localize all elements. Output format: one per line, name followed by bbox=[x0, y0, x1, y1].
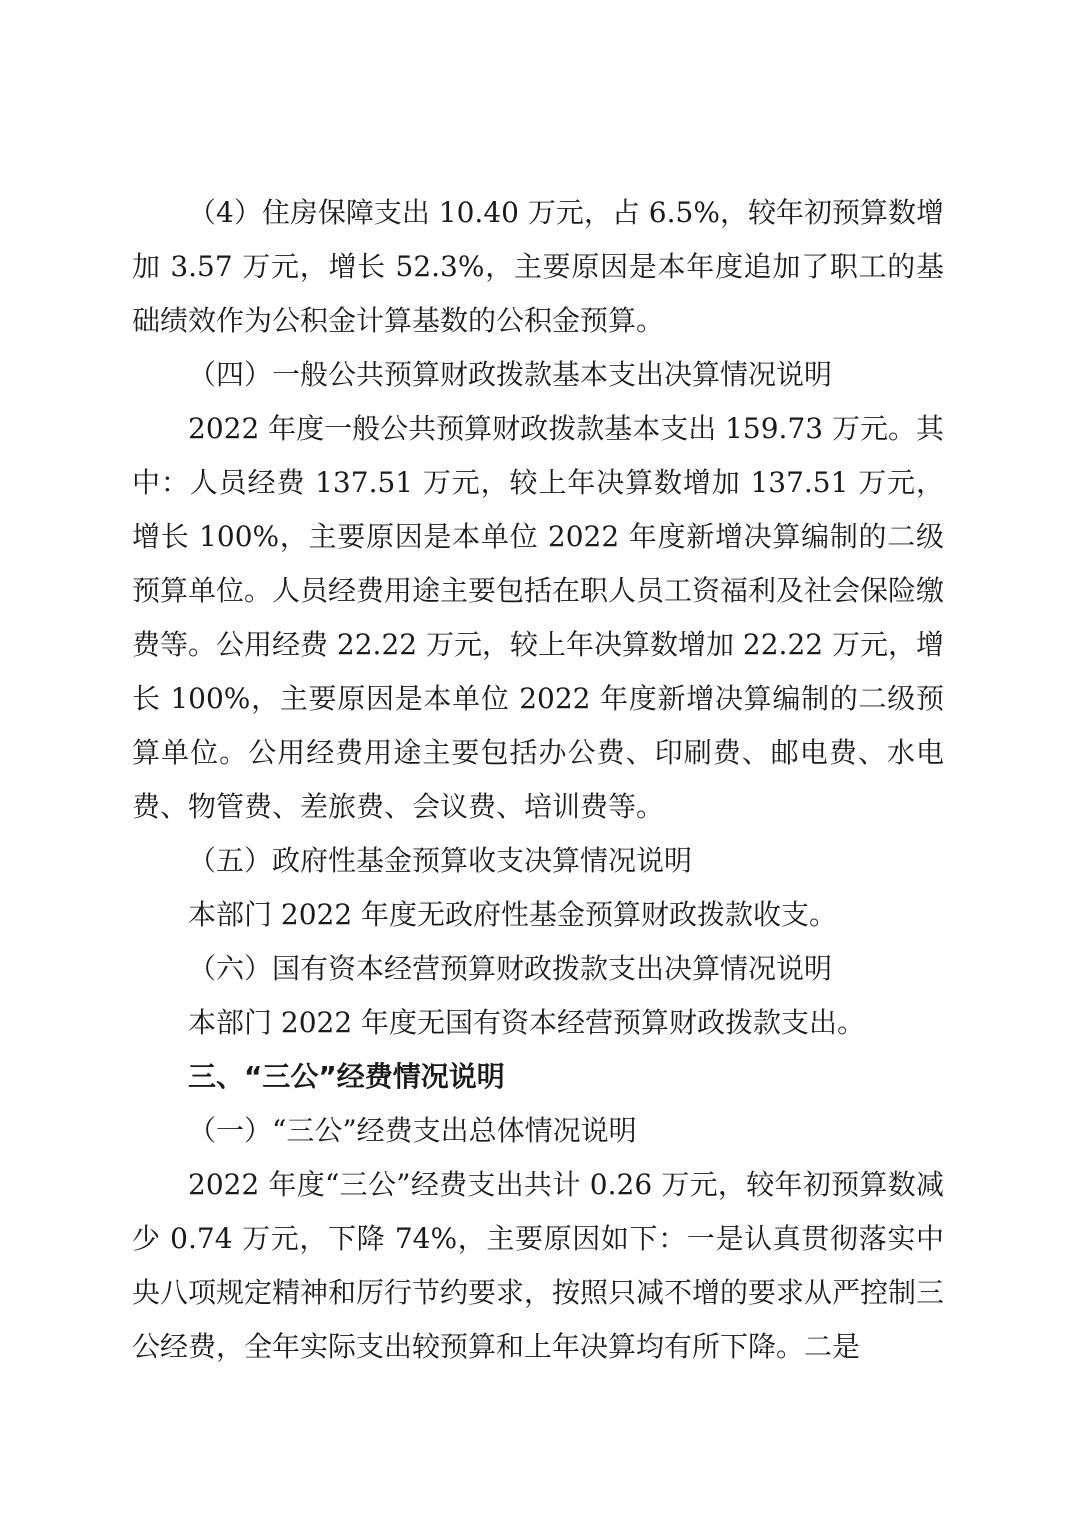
subheading-state-capital: （六）国有资本经营预算财政拨款支出决算情况说明 bbox=[188, 952, 833, 985]
subheading-basic-expenditure: （四）一般公共预算财政拨款基本支出决算情况说明 bbox=[188, 358, 833, 391]
section-heading-three-public: 三、“三公”经费情况说明 bbox=[188, 1060, 505, 1093]
subheading-three-public-overview: （一）“三公”经费支出总体情况说明 bbox=[188, 1114, 637, 1147]
paragraph-government-fund: 本部门 2022 年度无政府性基金预算财政拨款收支。 bbox=[188, 898, 838, 931]
paragraph-three-public-overview: 2022 年度“三公”经费支出共计 0.26 万元，较年初预算数减少 0.74 万元，下降 74%，主要原因如下：一是认真贯彻落实中央八项规定精神和厉行节约要求，按照只减不增的要求从严控制三公经费，全年实际支出较预算和上年决算均有所下降。二是 bbox=[132, 1168, 945, 1363]
paragraph-basic-expenditure: 2022 年度一般公共预算财政拨款基本支出 159.73 万元。其中：人员经费 137.51 万元，较上年决算数增加 137.51 万元，增长 100%，主要原因是本单位 2022 年度新增决算编制的二级预算单位。人员经费用途主要包括在职人员工资福利及社会保险缴费等。公用经费 22.22 万元，较上年决算数增加 22.22 万元，增长 100%，主要原因是本单位 2022 年度新增决算编制的二级预算单位。公用经费用途主要包括办公费、印刷费、邮电费、水电费、物管费、差旅费、会议费、培训费等。 bbox=[132, 412, 945, 823]
paragraph-housing-expenditure: （4）住房保障支出 10.40 万元，占 6.5%，较年初预算数增加 3.57 万元，增长 52.3%，主要原因是本年度追加了职工的基础绩效作为公积金计算基数的公积金预算。 bbox=[132, 196, 944, 337]
document-body bbox=[132, 186, 944, 1374]
paragraph-state-capital: 本部门 2022 年度无国有资本经营预算财政拨款支出。 bbox=[188, 1006, 866, 1039]
subheading-government-fund: （五）政府性基金预算收支决算情况说明 bbox=[188, 844, 693, 877]
